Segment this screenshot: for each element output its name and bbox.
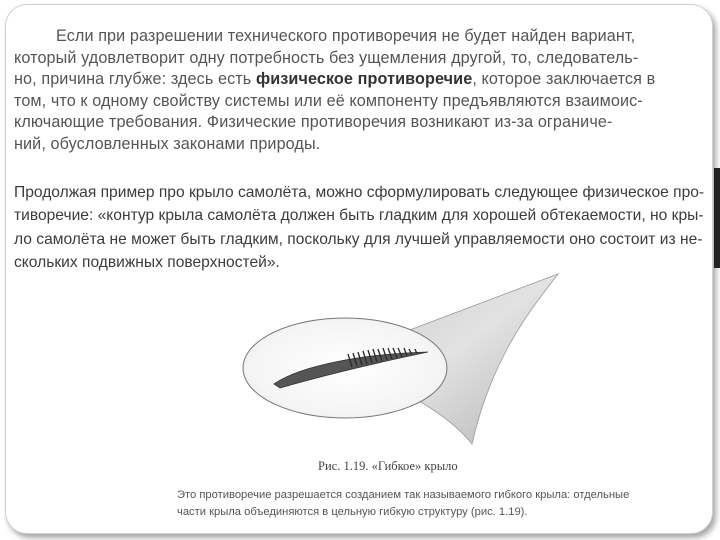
paragraph2-line1: Продолжая пример про крыло самолёта, можно сформулировать следующее физическое про-: [14, 184, 705, 201]
paragraph1-line3-end: , которое заключается в: [472, 70, 656, 89]
paragraph3-line1: Это противоречие разрешается созданием так называемого гибкого крыла: отдельные: [177, 489, 630, 501]
scan-edge-mark: [714, 168, 720, 268]
paragraph1-line5: ключающие требования. Физические противоречия возникают из-за ограниче-: [14, 113, 613, 132]
paragraph1-line4: том, что к одному свойству системы или её компоненту предъявляются взаимоис-: [14, 91, 643, 110]
paragraph2-line3: ло самолёта не может быть гладким, поскольку для лучшей управляемости оно состоит из не-: [14, 230, 703, 248]
paragraph3-line2: части крыла объединяются в цельную гибкую структуру (рис. 1.19).: [177, 506, 528, 518]
paragraph1-line2: который удовлетворит одну потребность без ущемления другой, то, следователь-: [14, 48, 639, 67]
figure-caption: Рис. 1.19. «Гибкое» крыло: [318, 459, 458, 473]
paragraph-wing-example: [14, 181, 714, 274]
paragraph-physical-contradiction: [14, 26, 714, 156]
paragraph1-line3: [14, 69, 714, 91]
flexible-wing-figure: [240, 268, 570, 448]
physical-contradiction-term: физическое противоречие: [255, 70, 473, 89]
paragraph1-line1: Если при разрешении технического противоречия не будет найден вариант,: [56, 27, 636, 45]
paragraph2-line2: тиворечие: «контур крыла самолёта должен быть гладким для хорошей обтекаемости, но кры-: [14, 207, 704, 225]
paragraph1-line6: ний, обусловленных законами природы.: [14, 134, 321, 153]
paragraph1-line3-start: но, причина глубже: здесь есть: [14, 70, 256, 89]
paragraph-resolution: [177, 487, 707, 521]
paragraph2-line4: скольких подвижных поверхностей».: [14, 253, 280, 271]
